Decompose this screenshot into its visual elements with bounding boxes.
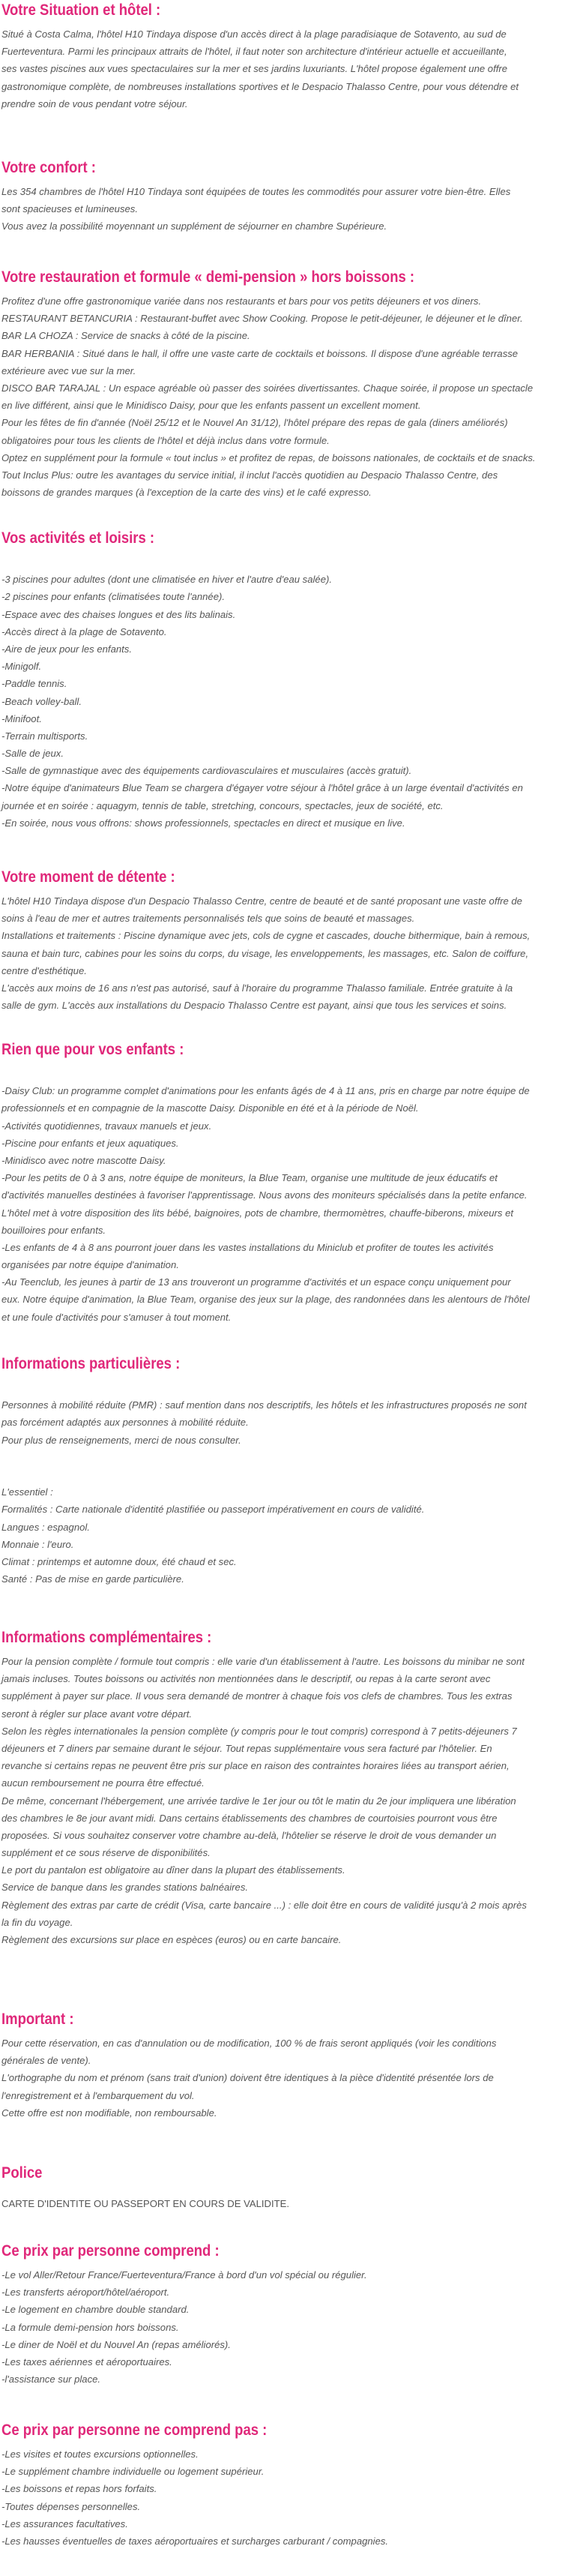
body-line: Cette offre est non modifiable, non remboursable. <box>1 2107 217 2119</box>
body-line: ses vastes piscines aux vues spectaculaires sur la mer et ses jardins luxuriants. L'hôtel propose également une offre <box>1 63 507 75</box>
body-line: boissons de grandes marques (à l'exception de la carte des vins) et le café expresso. <box>1 487 372 499</box>
body-line: Pour les fêtes de fin d'année (Noël 25/12 et le Nouvel An 31/12), l'hôtel prépare des repas de gala (diners améliorés) <box>1 417 508 429</box>
body-line: Règlement des excursions sur place en espèces (euros) ou en carte bancaire. <box>1 1934 342 1945</box>
body-line: organisées par notre équipe d'animation. <box>1 1259 179 1271</box>
body-line: -Les boissons et repas hors forfaits. <box>1 2483 157 2495</box>
body-line: en live différent, ainsi que le Minidisco Daisy, pour que les enfants passent un excellent moment. <box>1 400 421 412</box>
body-line: -En soirée, nous vous offrons: shows professionnels, spectacles en direct et musique en live. <box>1 817 405 829</box>
section-title: Important : <box>1 2011 74 2028</box>
body-line: Formalités : Carte nationale d'identité plastifiée ou passeport impérativement en cours de validité. <box>1 1504 425 1516</box>
body-line: -Minifoot. <box>1 712 42 724</box>
body-line: seront à régler sur place avant votre départ. <box>1 1708 193 1720</box>
body-line: journée et en soirée : aquagym, tennis de table, stretching, concours, spectacles, jeux de société, etc. <box>1 799 444 811</box>
blank-line <box>1 1065 530 1082</box>
section <box>1 1628 527 1945</box>
body-line: Pour la pension complète / formule tout compris : elle varie d'un établissement à l'autre. Les boissons du minibar ne sont <box>1 1656 525 1667</box>
section <box>1 868 531 1012</box>
body-line: -Toutes dépenses personnelles. <box>1 2500 141 2512</box>
body-line: Tout Inclus Plus: outre les avantages du service initial, il inclut l'accès quotidien au Despacio Thalasso Centre, des <box>1 469 498 481</box>
section-title: Votre Situation et hôtel : <box>1 1 161 19</box>
body-line: aucun remboursement ne pourra être effectué. <box>1 1777 205 1789</box>
body-line: prendre soin de vous pendant votre séjour. <box>1 97 188 109</box>
body-line: L'orthographe du nom et prénom (sans trait d'union) doivent être identiques à la pièce d'identité présentée lors de <box>1 2072 494 2084</box>
body-line: L'hôtel met à votre disposition des lits bébé, baignoires, pots de chambre, thermomètres, chauffe-biberons, mixeurs et <box>1 1207 513 1219</box>
body-line: pas forcément adaptés aux personnes à mobilité réduite. <box>1 1417 249 1429</box>
body-line: BAR HERBANIA : Situé dans le hall, il offre une vaste carte de cocktails et boissons. Il dispose d'une agréable terrasse <box>1 347 519 359</box>
body-line: Règlement des extras par carte de crédit (Visa, carte bancaire ...) : elle doit être en cours de validité jusqu'à 2 mois après <box>1 1899 527 1911</box>
section <box>1 2010 497 2119</box>
section-body <box>1 2195 289 2212</box>
section <box>1 268 536 499</box>
body-line: générales de vente). <box>1 2055 91 2067</box>
body-line: Situé à Costa Calma, l'hôtel H10 Tindaya dispose d'un accès direct à la plage paradisiaque de Sotavento, au sud de <box>1 28 507 40</box>
body-line: et une foule d'activités pour s'amuser à tout moment. <box>1 1311 232 1323</box>
body-line: -Salle de gymnastique avec des équipements cardiovasculaires et musculaires (accès gratuit). <box>1 765 412 777</box>
section <box>1 2421 389 2547</box>
body-line: DISCO BAR TARAJAL : Un espace agréable où passer des soirées divertissantes. Chaque soirée, il propose un spectacle <box>1 382 534 394</box>
section <box>1 2164 289 2209</box>
section <box>1 2242 367 2386</box>
body-line: -Les transferts aéroport/hôtel/aéroport. <box>1 2287 170 2299</box>
body-line: -Les enfants de 4 à 8 ans pourront jouer dans les vastes installations du Miniclub et profiter de toutes les activités <box>1 1241 494 1253</box>
section <box>1 158 511 232</box>
body-line: -Beach volley-ball. <box>1 695 82 707</box>
section <box>1 1354 527 1585</box>
body-line: -Notre équipe d'animateurs Blue Team se chargera d'égayer votre séjour à l'hôtel grâce à un large éventail d'activités en <box>1 782 523 794</box>
section-title: Police <box>1 2164 43 2182</box>
body-line: -Terrain multisports. <box>1 730 88 742</box>
body-line: Profitez d'une offre gastronomique variée dans nos restaurants et bars pour vos petits déjeuners et vos diners. <box>1 295 482 307</box>
section-title: Votre restauration et formule « demi-pension » hors boissons : <box>1 268 415 286</box>
body-line: -2 piscines pour enfants (climatisées toute l'année). <box>1 591 225 603</box>
body-line: jamais incluses. Toutes boissons ou activités non mentionnées dans le descriptif, ou repas à la carte seront avec <box>1 1673 491 1685</box>
blank-line <box>1 1379 527 1396</box>
body-line: -Aire de jeux pour les enfants. <box>1 643 132 655</box>
body-line: -La formule demi-pension hors boissons. <box>1 2321 179 2333</box>
section-title: Vos activités et loisirs : <box>1 529 155 547</box>
blank-line <box>1 1466 527 1483</box>
section-title: Informations complémentaires : <box>1 1629 212 1646</box>
body-line: Monnaie : l'euro. <box>1 1538 74 1550</box>
body-line: L'hôtel H10 Tindaya dispose d'un Despacio Thalasso Centre, centre de beauté et de santé proposant une vaste offre de <box>1 895 522 907</box>
body-line: De même, concernant l'hébergement, une arrivée tardive le 1er jour ou tôt le matin du 2e jour impliquera une libération <box>1 1795 516 1807</box>
body-line: -Minidisco avec notre mascotte Daisy. <box>1 1154 166 1166</box>
body-line: Langues : espagnol. <box>1 1521 90 1533</box>
body-line: -Les visites et toutes excursions optionnelles. <box>1 2449 199 2460</box>
body-line: sont spacieuses et lumineuses. <box>1 203 138 215</box>
body-line: des chambres le 8e jour avant midi. Dans certains établissements des chambres de courtoisies pourront vous être <box>1 1812 498 1824</box>
body-line: -Accès direct à la plage de Sotavento. <box>1 625 167 637</box>
body-line: -Le vol Aller/Retour France/Fuerteventura/France à bord d'un vol spécial ou régulier. <box>1 2269 367 2281</box>
section-body <box>1 1379 527 1588</box>
body-line: Vous avez la possibilité moyennant un supplément de séjourner en chambre Supérieure. <box>1 220 387 232</box>
body-line: extérieure avec vue sur la mer. <box>1 364 136 376</box>
body-line: L'essentiel : <box>1 1486 53 1498</box>
section-body <box>1 2035 496 2122</box>
body-line: Optez en supplément pour la formule « tout inclus » et profitez de repas, de boissons nationales, de cocktails et de snacks. <box>1 451 536 463</box>
body-line: -Les hausses éventuelles de taxes aéroportuaires et surcharges carburant / compagnies. <box>1 2535 389 2547</box>
section <box>1 1040 530 1323</box>
section-body <box>1 292 536 501</box>
body-line: Pour cette réservation, en cas d'annulation ou de modification, 100 % de frais seront appliqués (voir les conditions <box>1 2038 497 2049</box>
body-line: Installations et traitements : Piscine dynamique avec jets, cols de cygne et cascades, douche bithermique, bain à remous, <box>1 930 531 942</box>
body-line: Personnes à mobilité réduite (PMR) : sauf mention dans nos descriptifs, les hôtels et les infrastructures proposés ne sont <box>1 1399 527 1411</box>
body-line: l'enregistrement et à l'embarquement du vol. <box>1 2089 195 2101</box>
section-body <box>1 1065 530 1326</box>
body-line: supplément et ce sous réserve de disponibilités. <box>1 1847 211 1859</box>
section <box>1 1 519 109</box>
body-line: la fin du voyage. <box>1 1916 73 1928</box>
body-line: -Les taxes aériennes et aéroportuaires. <box>1 2356 172 2368</box>
body-line: L'accès aux moins de 16 ans n'est pas autorisé, sauf à l'horaire du programme Thalasso familiale. Entrée gratuite à la <box>1 982 513 994</box>
section-body <box>1 2446 388 2550</box>
body-line: -Pour les petits de 0 à 3 ans, notre équipe de moniteurs, la Blue Team, organise une multitude de jeux éducatifs et <box>1 1172 498 1184</box>
body-line: gastronomique complète, de nombreuses installations sportives et le Despacio Thalasso Centre, pour vous détendre et <box>1 80 519 92</box>
section-body <box>1 553 523 832</box>
section-title: Ce prix par personne comprend : <box>1 2242 220 2260</box>
section-body <box>1 2266 367 2388</box>
section-title: Votre moment de détente : <box>1 868 175 886</box>
body-line: -Au Teenclub, les jeunes à partir de 13 ans trouveront un programme d'activités et un espace conçu uniquement pour <box>1 1276 511 1288</box>
body-line: BAR LA CHOZA : Service de snacks à côté de la piscine. <box>1 330 250 342</box>
section-body <box>1 183 510 235</box>
body-line: CARTE D'IDENTITE OU PASSEPORT EN COURS DE VALIDITE. <box>1 2198 289 2209</box>
section-body <box>1 1653 527 1948</box>
body-line: Les 354 chambres de l'hôtel H10 Tindaya sont équipées de toutes les commodités pour assurer votre bien-être. Elles <box>1 186 511 197</box>
body-line: Climat : printemps et automne doux, été chaud et sec. <box>1 1555 237 1567</box>
blank-line <box>1 553 523 571</box>
body-line: Pour plus de renseignements, merci de nous consulter. <box>1 1434 241 1446</box>
body-line: Service de banque dans les grandes stations balnéaires. <box>1 1882 249 1894</box>
body-line: d'activités manuelles destinées à favoriser l'apprentissage. Nous avons des moniteurs spécialisés dans la petite enfance. <box>1 1189 528 1201</box>
blank-line <box>1 1449 527 1466</box>
body-line: -Le logement en chambre double standard. <box>1 2304 190 2316</box>
body-line: déjeuners et 7 diners par semaine durant le séjour. Tout repas supplémentaire vous sera facturé par l'hôtelier. En <box>1 1742 492 1754</box>
section-title: Rien que pour vos enfants : <box>1 1041 184 1058</box>
body-line: -3 piscines pour adultes (dont une climatisée en hiver et l'autre d'eau salée). <box>1 574 332 586</box>
body-line: Santé : Pas de mise en garde particulière. <box>1 1573 184 1585</box>
body-line: -Les assurances facultatives. <box>1 2518 128 2530</box>
body-line: -l'assistance sur place. <box>1 2374 101 2386</box>
body-line: -Le supplément chambre individuelle ou logement supérieur. <box>1 2466 265 2478</box>
body-line: -Le diner de Noël et du Nouvel An (repas améliorés). <box>1 2338 231 2350</box>
body-line: -Salle de jeux. <box>1 748 64 760</box>
body-line: salle de gym. L'accès aux installations du Despacio Thalasso Centre est payant, ainsi que tous les services et soins. <box>1 1000 507 1012</box>
section-body <box>1 25 519 112</box>
body-line: -Minigolf. <box>1 661 42 673</box>
section-title: Ce prix par personne ne comprend pas : <box>1 2422 268 2439</box>
body-line: RESTAURANT BETANCURIA : Restaurant-buffet avec Show Cooking. Propose le petit-déjeuner, le déjeuner et le dîner. <box>1 313 523 325</box>
body-line: -Daisy Club: un programme complet d'animations pour les enfants âgés de 4 à 11 ans, pris en charge par notre équipe de <box>1 1085 530 1097</box>
body-line: bouilloires pour enfants. <box>1 1224 106 1236</box>
section-title: Informations particulières : <box>1 1355 181 1372</box>
body-line: soins à l'eau de mer et autres traitements personnalisés tels que soins de beauté et massages. <box>1 913 415 925</box>
body-line: Le port du pantalon est obligatoire au dîner dans la plupart des établissements. <box>1 1864 345 1876</box>
body-line: centre d'esthétique. <box>1 964 87 976</box>
body-line: -Piscine pour enfants et jeux aquatiques. <box>1 1137 179 1149</box>
body-line: revanche si certains repas ne peuvent être pris sur place en raison des contraintes horaires liées au transport aérien, <box>1 1760 510 1772</box>
body-line: -Paddle tennis. <box>1 678 67 690</box>
body-line: Fuerteventura. Parmi les principaux attraits de l'hôtel, il faut noter son architecture d'intérieur actuelle et accueillante, <box>1 46 507 58</box>
body-line: obligatoires pour tous les clients de l'hôtel et déjà inclus dans votre formule. <box>1 434 330 446</box>
section-body <box>1 892 530 1014</box>
body-line: professionnels et en compagnie de la mascotte Daisy. Disponible en été et à la période de Noël. <box>1 1102 419 1114</box>
body-line: -Espace avec des chaises longues et des lits balinais. <box>1 608 236 620</box>
body-line: sauna et bain turc, cabines pour les soins du corps, du visage, les enveloppements, les massages, etc. Salon de coiffure, <box>1 947 529 959</box>
body-line: proposées. Si vous souhaitez conserver votre chambre au-delà, l'hôtelier se réserve le droit de vous demander un <box>1 1829 497 1841</box>
body-line: eux. Notre équipe d'animation, la Blue Team, organise des jeux sur la plage, des randonnées dans les alentours de l'hôtel <box>1 1294 530 1306</box>
body-line: Selon les règles internationales la pension complète (y compris pour le tout compris) correspond à 7 petits-déjeuners 7 <box>1 1725 517 1737</box>
section-title: Votre confort : <box>1 159 96 176</box>
body-line: -Activités quotidiennes, travaux manuels et jeux. <box>1 1120 212 1132</box>
body-line: supplément à payer sur place. Il vous sera demandé de montrer à chaque fois vos clefs de chambres. Tous les extras <box>1 1690 513 1702</box>
section <box>1 529 523 829</box>
